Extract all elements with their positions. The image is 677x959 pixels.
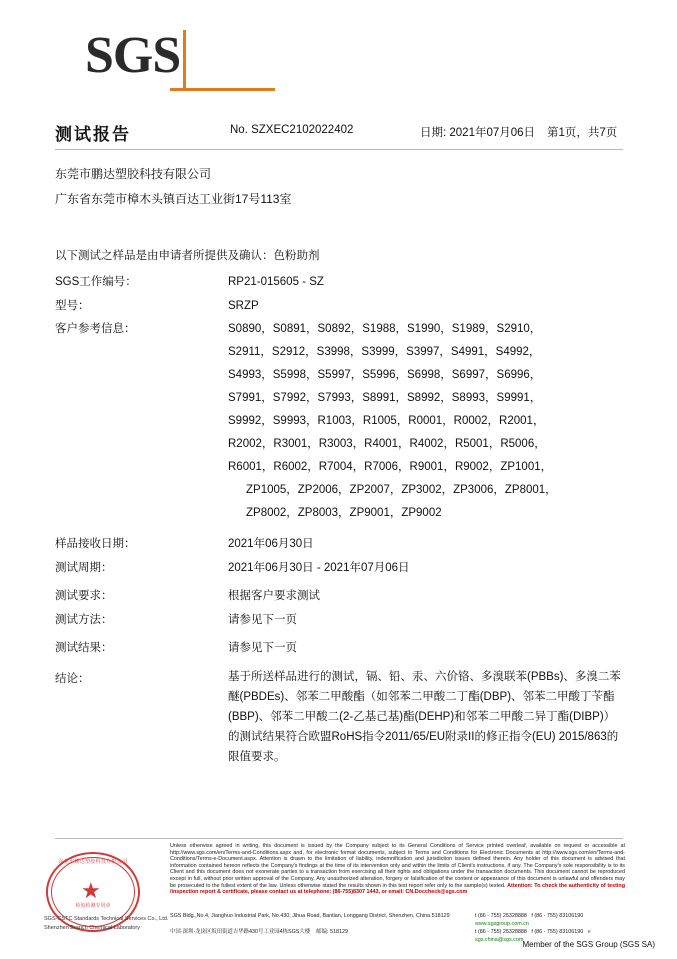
logo-accent-vertical xyxy=(183,30,186,88)
website-en: www.sgsgroup.com.cn xyxy=(475,921,529,927)
field-label-test-request: 测试要求： xyxy=(55,590,113,602)
field-value-test-method: 请参见下一页 xyxy=(228,614,297,626)
tel-en: t (86 - 755) 25328888 xyxy=(475,913,527,919)
client-name: 东莞市鹏达塑胶科技有限公司 xyxy=(55,167,212,181)
customer-ref-line: S0890，S0891，S0892，S1988，S1990，S1989，S2910， xyxy=(228,323,542,335)
field-row xyxy=(55,270,625,294)
field-value-job-no: RP21-015605 - SZ xyxy=(228,276,324,288)
stamp-caption-en-2: Shenzhen Branch Chemical Laboratory xyxy=(44,925,141,931)
field-row xyxy=(55,584,625,608)
field-row xyxy=(55,532,625,556)
logo-accent-horizontal xyxy=(170,88,275,91)
contact-en xyxy=(475,912,625,928)
footer-divider xyxy=(55,838,623,839)
star-icon: ★ xyxy=(81,878,101,903)
field-row xyxy=(55,608,625,632)
customer-ref-line: ZP1005，ZP2006，ZP2007，ZP3002，ZP3006，ZP8001， xyxy=(246,484,557,496)
fax-cn: f (86 - 755) 83106190 xyxy=(531,929,584,935)
report-header-row xyxy=(55,120,625,146)
field-value-conclusion: 基于所送样品进行的测试，镉、铅、汞、六价铬、多溴联苯(PBBs)、多溴二苯醚(PBDEs)、邻苯二甲酸酯（如邻苯二甲酸二丁酯(DBP)、邻苯二甲酸丁苄酯(BBP)、邻苯二甲酸二(2-乙基己基)酯(DEHP)和邻苯二甲酸二异丁酯(DIBP)）的测试结果符合欧盟RoHS指令2011/65/EU附录II的修正指令(EU) 2015/863的限值要求。 xyxy=(228,671,621,763)
sample-statement: 以下测试之样品是由申请者所提供及确认：色粉助剂 xyxy=(55,250,320,262)
email-cn: e sgs.china@sgs.com xyxy=(475,929,591,943)
legal-disclaimer xyxy=(170,843,625,896)
stamp-mid-text: 检验检测专用章 xyxy=(75,903,111,909)
client-address: 广东省东莞市樟木头镇百达工业街17号113室 xyxy=(55,192,292,206)
client-block xyxy=(55,162,291,212)
stamp-caption-en: SGS-CSTC Standards Technical Services Co., Ltd. xyxy=(44,916,169,922)
field-row xyxy=(55,556,625,580)
field-label-test-result: 测试结果： xyxy=(55,642,113,654)
field-label-received-date: 样品接收日期： xyxy=(55,538,136,550)
field-value-received-date: 2021年06月30日 xyxy=(228,538,314,550)
page-title: 测试报告 xyxy=(55,125,131,144)
member-line: Member of the SGS Group (SGS SA) xyxy=(522,940,655,949)
address-cn-text: 中国·深圳·龙岗区坂田街道吉华路430号工业园4栋SGS大楼 xyxy=(170,929,311,935)
field-table xyxy=(55,270,625,767)
field-label-customer-ref: 客户参考信息： xyxy=(55,323,136,335)
customer-ref-line: R6001，R6002，R7004，R7006，R9001，R9002，ZP1001， xyxy=(228,461,553,473)
report-number: No. SZXEC2102022402 xyxy=(230,124,354,136)
customer-ref-line: S4993，S5998，S5997，S5996，S6998，S6997，S6996， xyxy=(228,369,542,381)
report-date: 日期: 2021年07月06日 xyxy=(420,127,536,139)
field-row xyxy=(55,294,625,318)
field-row xyxy=(55,636,625,660)
customer-ref-line: R2002，R3001，R3003，R4001，R4002，R5001，R5006， xyxy=(228,438,546,450)
field-row-customer-ref xyxy=(55,318,625,525)
address-cn xyxy=(170,928,470,944)
legal-attention: Attention: To check the authenticity of testing /inspection report & certificate, please contact us at telephone: (86-755)8307 1443, or email: CN.Doccheck@sgs.com xyxy=(170,882,626,896)
zip-cn: 邮编: 518129 xyxy=(316,929,348,935)
customer-ref-line: ZP8002，ZP8003，ZP9001，ZP9002 xyxy=(246,507,442,519)
field-value-test-period: 2021年06月30日 - 2021年07月06日 xyxy=(228,562,410,574)
field-label-test-period: 测试周期： xyxy=(55,562,113,574)
address-row-en xyxy=(170,912,625,928)
address-en: SGS Bldg.,No.4, Jianghuo Industrial Park, No.430, Jihua Road, Bantian, Longgang District, Shenzhen, China 518129 xyxy=(170,913,450,919)
field-label-job-no: SGS工作编号： xyxy=(55,276,137,288)
field-row-conclusion xyxy=(55,667,625,767)
field-value-test-result: 请参见下一页 xyxy=(228,642,297,654)
page-indicator: 第1页，共7页 xyxy=(547,127,618,139)
field-label-model: 型号： xyxy=(55,300,90,312)
header-divider xyxy=(55,149,623,150)
laboratory-stamp xyxy=(44,852,169,934)
field-value-customer-ref xyxy=(228,318,625,525)
customer-ref-line: S2911，S2912，S3998，S3999，S3997，S4991，S4992， xyxy=(228,346,541,358)
field-value-test-request: 根据客户要求测试 xyxy=(228,590,320,602)
sgs-logo-text: SGS xyxy=(85,27,181,84)
customer-ref-line: S7991，S7992，S7993，S8991，S8992，S8993，S9991， xyxy=(228,392,542,404)
field-label-test-method: 测试方法： xyxy=(55,614,113,626)
field-label-conclusion: 结论： xyxy=(55,673,90,685)
stamp-top-text: 东莞市鹏达塑胶科技有限公司 xyxy=(58,859,128,865)
field-value-model: SRZP xyxy=(228,300,259,312)
customer-ref-line: S9992，S9993，R1003，R1005，R0001，R0002，R2001， xyxy=(228,415,545,427)
legal-text: Unless otherwise agreed in writing, this document is issued by the Company subject to its General Conditions of Service printed overleaf, available on request or accessible at http://www.sgs.com/en/Terms-and-Conditions.aspx and, for electronic format documents, subject to Terms and Conditions for Electronic Documents at http://www.sgs.com/en/Terms-and-Conditions/Terms-e-Document.aspx. Attention is drawn to the limitation of liability, indemnification and jurisdiction issues defined therein. Any holder of this document is advised that information contained hereon reflects the Company's findings at the time of its intervention only and within the limits of Client's instructions, if any. The Company's sole responsibility is to its Client and this document does not exonerate parties to a transaction from exercising all their rights and obligations under the transaction documents. This document cannot be reproduced except in full, without prior written approval of the Company. Any unauthorized alteration, forgery or falsification of the content or appearance of this document is unlawful and offenders may be prosecuted to the fullest extent of the law. Unless otherwise stated the results shown in this test report refer only to the sample(s) tested. xyxy=(170,843,625,889)
sgs-logo xyxy=(85,27,205,88)
fax-en: f (86 - 755) 83106190 xyxy=(531,913,584,919)
tel-cn: t (86 - 755) 25328888 xyxy=(475,929,527,935)
